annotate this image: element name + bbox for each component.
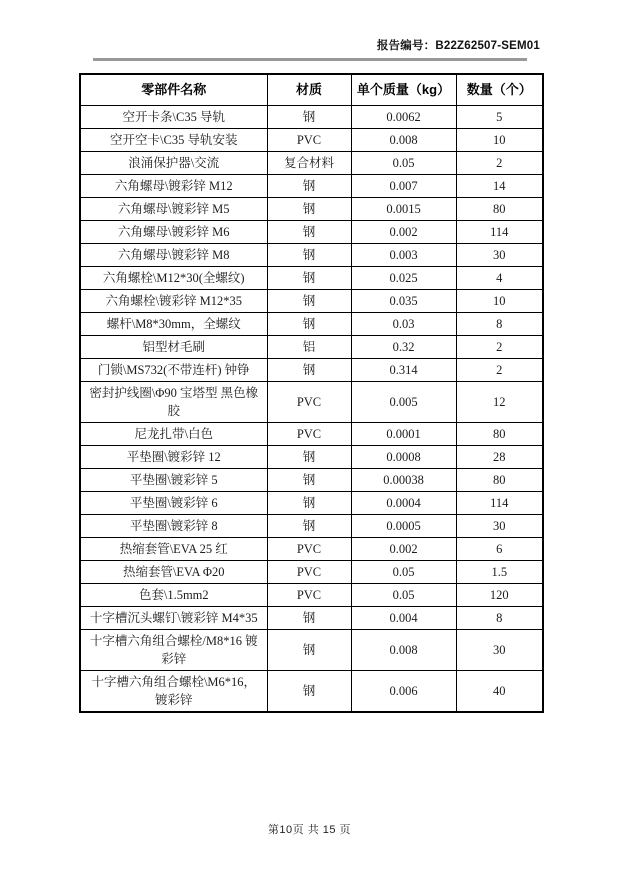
header-divider bbox=[93, 58, 527, 61]
table-row bbox=[80, 560, 543, 583]
unit-mass-cell: 0.03 bbox=[351, 312, 456, 335]
parts-table-body bbox=[80, 105, 543, 712]
quantity-cell: 30 bbox=[456, 629, 543, 670]
unit-mass-cell: 0.314 bbox=[351, 358, 456, 381]
unit-mass-cell: 0.008 bbox=[351, 128, 456, 151]
material-cell: PVC bbox=[267, 128, 351, 151]
quantity-cell: 2 bbox=[456, 358, 543, 381]
table-row bbox=[80, 491, 543, 514]
report-number-value: B22Z62507-SEM01 bbox=[435, 40, 540, 52]
table-row bbox=[80, 537, 543, 560]
material-cell: 钢 bbox=[267, 445, 351, 468]
unit-mass-cell: 0.05 bbox=[351, 560, 456, 583]
part-name-cell: 六角螺母\镀彩锌 M8 bbox=[80, 243, 267, 266]
part-name-cell: 热缩套管\EVA 25 红 bbox=[80, 537, 267, 560]
material-cell: PVC bbox=[267, 422, 351, 445]
part-name-cell: 十字槽沉头螺钉\镀彩锌 M4*35 bbox=[80, 606, 267, 629]
table-row bbox=[80, 514, 543, 537]
material-cell: 钢 bbox=[267, 468, 351, 491]
material-cell: 钢 bbox=[267, 629, 351, 670]
part-name-cell: 浪涌保护器\交流 bbox=[80, 151, 267, 174]
material-cell: 钢 bbox=[267, 606, 351, 629]
quantity-cell: 2 bbox=[456, 151, 543, 174]
material-cell: 钢 bbox=[267, 174, 351, 197]
unit-mass-cell: 0.0062 bbox=[351, 105, 456, 128]
table-row bbox=[80, 468, 543, 491]
table-row bbox=[80, 243, 543, 266]
quantity-cell: 1.5 bbox=[456, 560, 543, 583]
table-row bbox=[80, 629, 543, 670]
quantity-cell: 114 bbox=[456, 220, 543, 243]
material-cell: 复合材料 bbox=[267, 151, 351, 174]
part-name-cell: 空开空卡\C35 导轨安装 bbox=[80, 128, 267, 151]
quantity-cell: 2 bbox=[456, 335, 543, 358]
material-cell: PVC bbox=[267, 537, 351, 560]
unit-mass-cell: 0.002 bbox=[351, 220, 456, 243]
column-header-quantity: 数量（个） bbox=[456, 74, 543, 105]
page-footer: 第10页 共 15 页 bbox=[267, 824, 352, 836]
table-row bbox=[80, 220, 543, 243]
quantity-cell: 10 bbox=[456, 289, 543, 312]
part-name-cell: 色套\1.5mm2 bbox=[80, 583, 267, 606]
part-name-cell: 十字槽六角组合螺栓\M6*16，镀彩锌 bbox=[80, 670, 267, 712]
part-name-cell: 空开卡条\C35 导轨 bbox=[80, 105, 267, 128]
unit-mass-cell: 0.0005 bbox=[351, 514, 456, 537]
unit-mass-cell: 0.035 bbox=[351, 289, 456, 312]
quantity-cell: 30 bbox=[456, 514, 543, 537]
material-cell: 钢 bbox=[267, 312, 351, 335]
quantity-cell: 30 bbox=[456, 243, 543, 266]
quantity-cell: 40 bbox=[456, 670, 543, 712]
part-name-cell: 门锁\MS732(不带连杆) 钟铮 bbox=[80, 358, 267, 381]
material-cell: 钢 bbox=[267, 243, 351, 266]
part-name-cell: 六角螺母\镀彩锌 M5 bbox=[80, 197, 267, 220]
quantity-cell: 4 bbox=[456, 266, 543, 289]
table-row bbox=[80, 422, 543, 445]
unit-mass-cell: 0.004 bbox=[351, 606, 456, 629]
column-header-material: 材质 bbox=[267, 74, 351, 105]
unit-mass-cell: 0.0008 bbox=[351, 445, 456, 468]
part-name-cell: 铝型材毛刷 bbox=[80, 335, 267, 358]
quantity-cell: 8 bbox=[456, 312, 543, 335]
parts-table bbox=[79, 73, 544, 713]
material-cell: PVC bbox=[267, 560, 351, 583]
unit-mass-cell: 0.0004 bbox=[351, 491, 456, 514]
material-cell: 钢 bbox=[267, 358, 351, 381]
quantity-cell: 12 bbox=[456, 381, 543, 422]
table-row bbox=[80, 312, 543, 335]
report-number-label: 报告编号： bbox=[376, 40, 436, 52]
report-header bbox=[377, 37, 540, 53]
quantity-cell: 5 bbox=[456, 105, 543, 128]
unit-mass-cell: 0.006 bbox=[351, 670, 456, 712]
quantity-cell: 114 bbox=[456, 491, 543, 514]
material-cell: 钢 bbox=[267, 220, 351, 243]
material-cell: 钢 bbox=[267, 197, 351, 220]
table-row bbox=[80, 105, 543, 128]
material-cell: 钢 bbox=[267, 491, 351, 514]
quantity-cell: 80 bbox=[456, 468, 543, 491]
column-header-part-name: 零部件名称 bbox=[80, 74, 267, 105]
unit-mass-cell: 0.05 bbox=[351, 583, 456, 606]
table-row bbox=[80, 266, 543, 289]
part-name-cell: 十字槽六角组合螺栓/M8*16 镀彩锌 bbox=[80, 629, 267, 670]
material-cell: 钢 bbox=[267, 105, 351, 128]
material-cell: 铝 bbox=[267, 335, 351, 358]
table-row bbox=[80, 335, 543, 358]
part-name-cell: 六角螺母\镀彩锌 M12 bbox=[80, 174, 267, 197]
unit-mass-cell: 0.008 bbox=[351, 629, 456, 670]
table-row bbox=[80, 381, 543, 422]
table-row bbox=[80, 606, 543, 629]
part-name-cell: 六角螺栓\M12*30(全螺纹) bbox=[80, 266, 267, 289]
table-row bbox=[80, 174, 543, 197]
part-name-cell: 密封护线圈\Φ90 宝塔型 黑色橡胶 bbox=[80, 381, 267, 422]
part-name-cell: 平垫圈\镀彩锌 5 bbox=[80, 468, 267, 491]
table-row bbox=[80, 583, 543, 606]
quantity-cell: 28 bbox=[456, 445, 543, 468]
part-name-cell: 热缩套管\EVA Φ20 bbox=[80, 560, 267, 583]
quantity-cell: 80 bbox=[456, 197, 543, 220]
unit-mass-cell: 0.002 bbox=[351, 537, 456, 560]
unit-mass-cell: 0.025 bbox=[351, 266, 456, 289]
part-name-cell: 平垫圈\镀彩锌 8 bbox=[80, 514, 267, 537]
quantity-cell: 6 bbox=[456, 537, 543, 560]
unit-mass-cell: 0.05 bbox=[351, 151, 456, 174]
material-cell: 钢 bbox=[267, 670, 351, 712]
unit-mass-cell: 0.007 bbox=[351, 174, 456, 197]
unit-mass-cell: 0.0001 bbox=[351, 422, 456, 445]
part-name-cell: 六角螺母\镀彩锌 M6 bbox=[80, 220, 267, 243]
material-cell: 钢 bbox=[267, 514, 351, 537]
table-row bbox=[80, 289, 543, 312]
quantity-cell: 10 bbox=[456, 128, 543, 151]
unit-mass-cell: 0.0015 bbox=[351, 197, 456, 220]
material-cell: 钢 bbox=[267, 266, 351, 289]
unit-mass-cell: 0.00038 bbox=[351, 468, 456, 491]
table-header-row bbox=[80, 74, 543, 105]
table-row bbox=[80, 128, 543, 151]
part-name-cell: 尼龙扎带\白色 bbox=[80, 422, 267, 445]
part-name-cell: 平垫圈\镀彩锌 12 bbox=[80, 445, 267, 468]
table-row bbox=[80, 445, 543, 468]
unit-mass-cell: 0.005 bbox=[351, 381, 456, 422]
quantity-cell: 8 bbox=[456, 606, 543, 629]
part-name-cell: 螺杆\M8*30mm，全螺纹 bbox=[80, 312, 267, 335]
unit-mass-cell: 0.32 bbox=[351, 335, 456, 358]
material-cell: PVC bbox=[267, 583, 351, 606]
part-name-cell: 平垫圈\镀彩锌 6 bbox=[80, 491, 267, 514]
column-header-unit-mass: 单个质量（kg） bbox=[351, 74, 456, 105]
table-row bbox=[80, 358, 543, 381]
part-name-cell: 六角螺栓\镀彩锌 M12*35 bbox=[80, 289, 267, 312]
quantity-cell: 80 bbox=[456, 422, 543, 445]
quantity-cell: 120 bbox=[456, 583, 543, 606]
unit-mass-cell: 0.003 bbox=[351, 243, 456, 266]
quantity-cell: 14 bbox=[456, 174, 543, 197]
table-row bbox=[80, 670, 543, 712]
table-row bbox=[80, 197, 543, 220]
material-cell: PVC bbox=[267, 381, 351, 422]
material-cell: 钢 bbox=[267, 289, 351, 312]
table-row bbox=[80, 151, 543, 174]
